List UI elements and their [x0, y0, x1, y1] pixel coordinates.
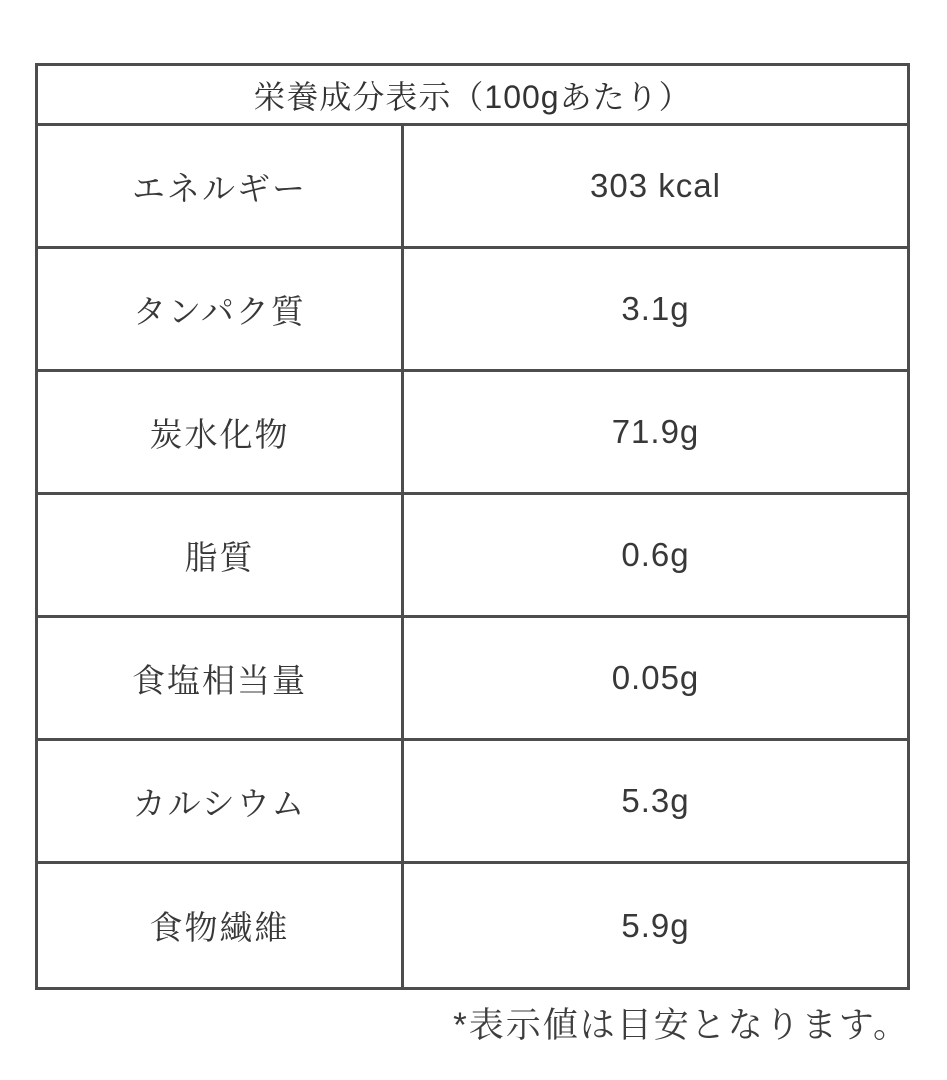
nutrient-value: 5.9g [621, 906, 690, 944]
nutrient-label: 食物繊維 [38, 864, 404, 987]
nutrient-label: 脂質 [38, 495, 404, 615]
table-row [38, 741, 907, 864]
table-row [38, 618, 907, 741]
table-row [38, 126, 907, 249]
nutrient-value: 0.6g [621, 536, 690, 573]
table-body [38, 126, 907, 987]
table-row [38, 864, 907, 987]
footnote: *表示値は目安となります。 [453, 1006, 910, 1045]
nutrient-label: 炭水化物 [38, 372, 404, 492]
nutrient-value: 303 kcal [590, 167, 721, 204]
nutrient-label: タンパク質 [38, 249, 404, 369]
nutrient-label: カルシウム [38, 741, 404, 861]
table-row [38, 495, 907, 618]
nutrient-value: 5.3g [621, 782, 690, 819]
table-row [38, 249, 907, 372]
nutrient-value: 71.9g [611, 413, 700, 450]
nutrition-facts-table [35, 63, 910, 990]
table-title: 栄養成分表示（100gあたり） [38, 66, 907, 126]
table-row [38, 372, 907, 495]
nutrient-label: エネルギー [38, 126, 404, 246]
nutrient-value: 0.05g [611, 659, 700, 696]
nutrient-value: 3.1g [621, 290, 690, 327]
nutrient-label: 食塩相当量 [38, 618, 404, 738]
